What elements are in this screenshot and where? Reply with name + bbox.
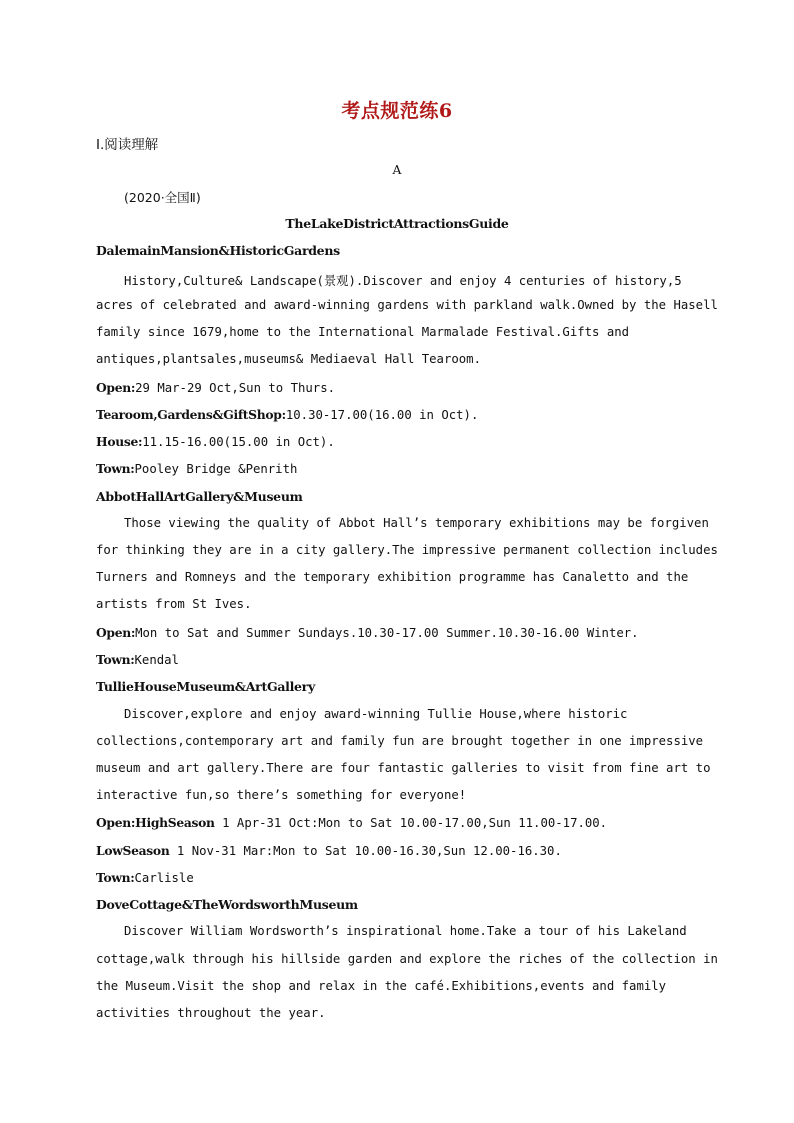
house-label: House: (96, 434, 143, 449)
high-season-label: HighSeason (135, 815, 215, 830)
high-season-value: 1 Apr-31 Oct:Mon to Sat 10.00-17.00,Sun 11.00-17.00. (214, 816, 608, 830)
attraction-name-tullie-house: TullieHouseMuseum&ArtGallery (96, 679, 315, 694)
town (96, 652, 179, 667)
attraction-name-dove-cottage: DoveCottage&TheWordsworthMuseum (96, 897, 358, 912)
town-value: Carlisle (134, 871, 194, 885)
passage-label: A (392, 163, 402, 177)
house-hours (96, 434, 335, 449)
open-value: Mon to Sat and Summer Sundays.10.30-17.00 Summer.10.30-16.00 Winter. (135, 626, 639, 640)
description-line: interactive fun,so there’s something for everyone! (96, 788, 467, 802)
high-season-hours (96, 815, 607, 830)
description-line: museum and art gallery.There are four fantastic galleries to visit from fine art to (96, 761, 711, 775)
description-line: acres of celebrated and award-winning gardens with parkland walk.Owned by the Hasell (96, 298, 718, 312)
tearoom-hours (96, 407, 478, 422)
tearoom-value: 10.30-17.00(16.00 in Oct). (285, 408, 479, 422)
description-line: History,Culture& Landscape(景观).Discover and enjoy 4 centuries of history,5 (124, 274, 682, 288)
low-season-label: LowSeason (96, 843, 170, 858)
low-season-hours (96, 843, 562, 858)
page-title: 考点规范练6 (341, 100, 453, 122)
open-value: 29 Mar-29 Oct,Sun to Thurs. (135, 381, 336, 395)
description-line: antiques,plantsales,museums& Mediaeval Hall Tearoom. (96, 352, 481, 366)
description-line: collections,contemporary art and family fun are brought together in one impressive (96, 734, 704, 748)
description-line: Those viewing the quality of Abbot Hall’s temporary exhibitions may be forgiven (124, 516, 709, 530)
attraction-name-dalemain: DalemainMansion&HistoricGardens (96, 243, 340, 258)
town-value: Pooley Bridge &Penrith (134, 462, 298, 476)
town-label: Town: (96, 461, 135, 476)
low-season-value: 1 Nov-31 Mar:Mon to Sat 10.00-16.30,Sun 12.00-16.30. (169, 844, 562, 858)
section-heading: Ⅰ.阅读理解 (96, 137, 159, 153)
open-hours (96, 625, 639, 640)
town (96, 870, 194, 885)
description-line: Discover William Wordsworth’s inspirational home.Take a tour of his Lakeland (124, 924, 687, 938)
open-hours (96, 380, 335, 395)
description-line: cottage,walk through his hillside garden and explore the riches of the collection in (96, 952, 718, 966)
town-label: Town: (96, 870, 135, 885)
house-value: 11.15-16.00(15.00 in Oct). (142, 435, 335, 449)
description-line: activities throughout the year. (96, 1006, 326, 1020)
town-label: Town: (96, 652, 135, 667)
description-line: Turners and Romneys and the temporary exhibition programme has Canaletto and the (96, 570, 689, 584)
description-line: the Museum.Visit the shop and relax in the café.Exhibitions,events and family (96, 979, 667, 993)
guide-title: TheLakeDistrictAttractionsGuide (285, 216, 509, 231)
description-line: Discover,explore and enjoy award-winning Tullie House,where historic (124, 707, 628, 721)
open-label: Open: (96, 815, 136, 830)
open-label: Open: (96, 625, 136, 640)
tearoom-label: Tearoom,Gardens&GiftShop: (96, 407, 286, 422)
town-value: Kendal (134, 653, 179, 667)
attraction-name-abbot-hall: AbbotHallArtGallery&Museum (96, 489, 303, 504)
description-line: family since 1679,home to the International Marmalade Festival.Gifts and (96, 325, 630, 339)
description-line: for thinking they are in a city gallery.The impressive permanent collection includes (96, 543, 718, 557)
open-label: Open: (96, 380, 136, 395)
source-note: (2020·全国Ⅱ) (124, 190, 201, 205)
description-line: artists from St Ives. (96, 597, 252, 611)
town (96, 461, 297, 476)
